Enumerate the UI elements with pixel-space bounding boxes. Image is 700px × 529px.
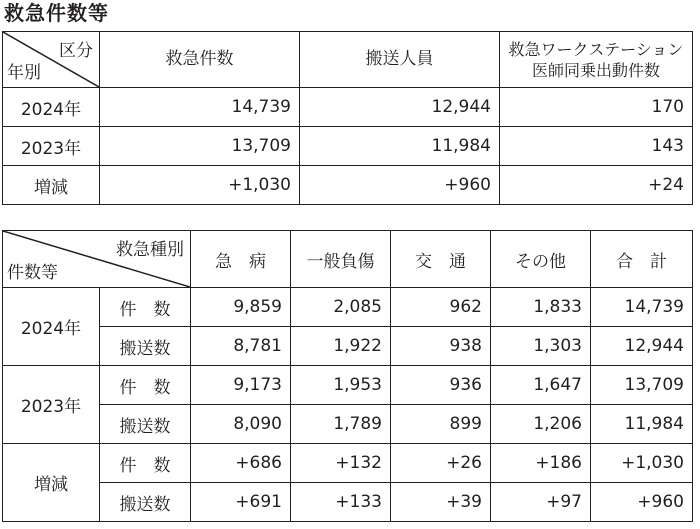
emergency-type-table	[2, 230, 693, 522]
table-cell: +186	[491, 444, 591, 483]
table-cell: +960	[591, 483, 693, 522]
table-cell: 12,944	[591, 327, 693, 366]
table-cell: 8,090	[191, 405, 291, 444]
table-cell: +1,030	[591, 444, 693, 483]
table-cell: 13,709	[100, 127, 300, 166]
table-cell: +686	[191, 444, 291, 483]
table-row	[3, 483, 693, 522]
table-header-row	[3, 32, 693, 88]
table-row	[3, 327, 693, 366]
emergency-summary-table	[2, 31, 693, 205]
sub-label: 件 数	[100, 444, 191, 483]
table-cell: 938	[391, 327, 491, 366]
table-cell: 1,647	[491, 366, 591, 405]
column-header: 一般負傷	[291, 231, 391, 288]
corner-top-label: 区分	[59, 41, 93, 61]
sub-label: 搬送数	[100, 327, 191, 366]
table-cell: +97	[491, 483, 591, 522]
table-cell: 1,833	[491, 288, 591, 327]
column-header: 搬送人員	[300, 32, 500, 88]
table-row	[3, 444, 693, 483]
table-row	[3, 166, 693, 205]
table-row	[3, 405, 693, 444]
table-cell: 14,739	[591, 288, 693, 327]
table-cell: 9,173	[191, 366, 291, 405]
table-cell: 11,984	[591, 405, 693, 444]
table-cell: +133	[291, 483, 391, 522]
table-cell: 14,739	[100, 88, 300, 127]
sub-label: 件 数	[100, 366, 191, 405]
table-row	[3, 366, 693, 405]
column-header: 急 病	[191, 231, 291, 288]
column-header: 交 通	[391, 231, 491, 288]
row-label: 2024年	[3, 88, 100, 127]
corner-top-label: 救急種別	[116, 240, 184, 260]
table-row	[3, 127, 693, 166]
row-label: 2023年	[3, 127, 100, 166]
corner-header-cell	[3, 32, 100, 88]
group-label: 増減	[3, 444, 100, 522]
table-cell: 13,709	[591, 366, 693, 405]
table-row	[3, 88, 693, 127]
table-cell: 1,303	[491, 327, 591, 366]
column-header	[500, 32, 693, 88]
table-cell: 1,922	[291, 327, 391, 366]
table-cell: 1,953	[291, 366, 391, 405]
column-header: 救急件数	[100, 32, 300, 88]
table-row	[3, 288, 693, 327]
table-cell: 12,944	[300, 88, 500, 127]
group-label: 2023年	[3, 366, 100, 444]
column-header: その他	[491, 231, 591, 288]
page-title: 救急件数等	[4, 1, 109, 25]
table-cell: 962	[391, 288, 491, 327]
table-cell: +960	[300, 166, 500, 205]
row-label: 増減	[3, 166, 100, 205]
table-cell: 936	[391, 366, 491, 405]
table-cell: 899	[391, 405, 491, 444]
sub-label: 搬送数	[100, 483, 191, 522]
sub-label: 件 数	[100, 288, 191, 327]
table-cell: 9,859	[191, 288, 291, 327]
corner-bottom-label: 件数等	[7, 263, 58, 283]
table-cell: +39	[391, 483, 491, 522]
table-cell: 11,984	[300, 127, 500, 166]
group-label: 2024年	[3, 288, 100, 366]
table-cell: 2,085	[291, 288, 391, 327]
table-cell: 8,781	[191, 327, 291, 366]
column-header-line: 医師同乗出動件数	[531, 60, 660, 80]
table-cell: +132	[291, 444, 391, 483]
table-cell: 143	[500, 127, 693, 166]
table-header-row	[3, 231, 693, 288]
corner-bottom-label: 年別	[7, 63, 41, 83]
table-cell: 1,789	[291, 405, 391, 444]
sub-label: 搬送数	[100, 405, 191, 444]
table-cell: +1,030	[100, 166, 300, 205]
table-cell: 1,206	[491, 405, 591, 444]
corner-header-cell	[3, 231, 191, 288]
column-header-line: 救急ワークステーション	[508, 39, 684, 59]
table-cell: +26	[391, 444, 491, 483]
table-cell: +691	[191, 483, 291, 522]
table-cell: 170	[500, 88, 693, 127]
table-cell: +24	[500, 166, 693, 205]
column-header: 合 計	[591, 231, 693, 288]
